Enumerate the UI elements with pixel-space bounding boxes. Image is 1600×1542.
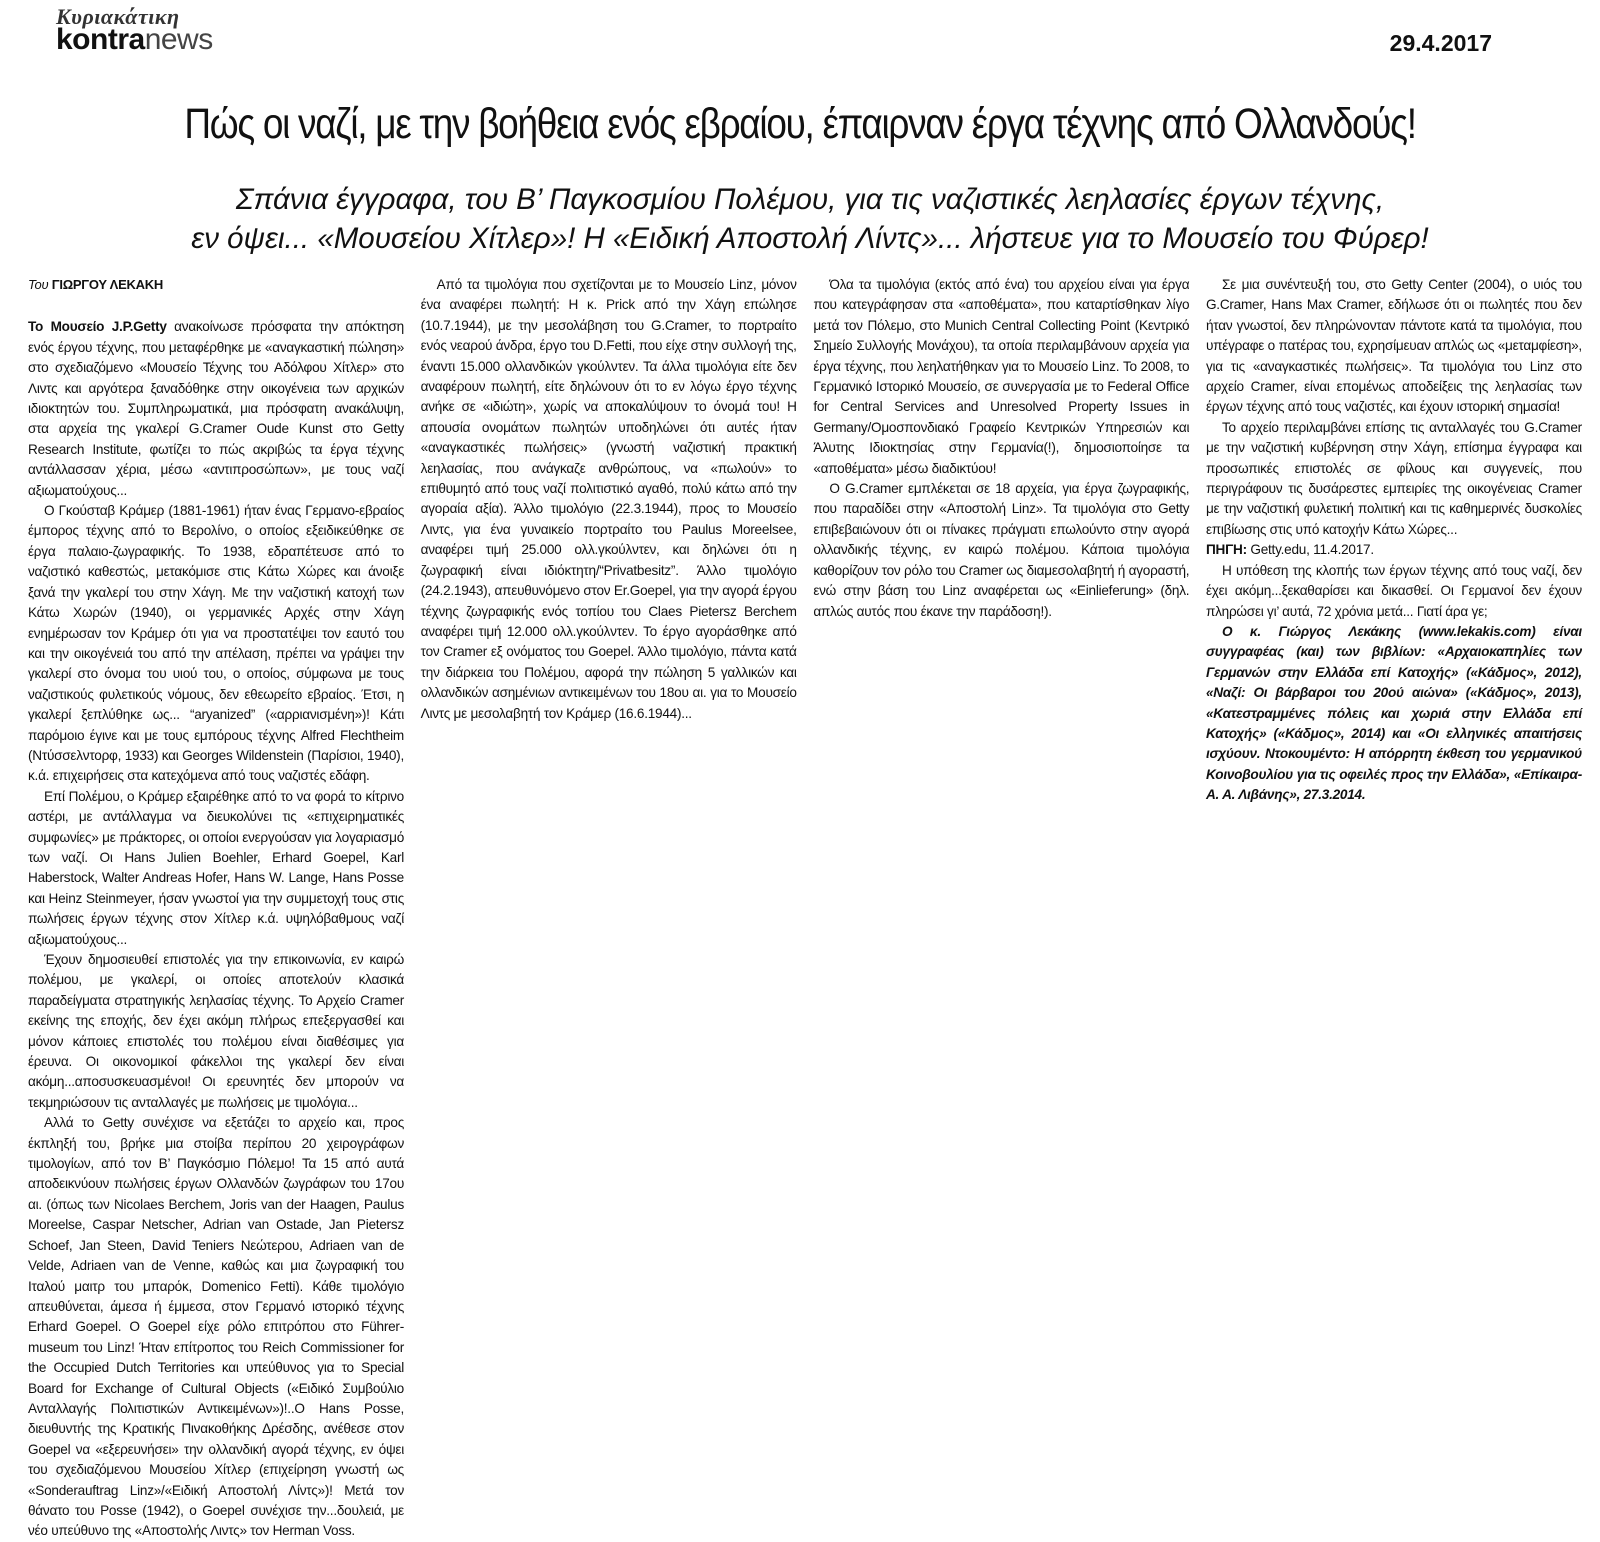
column-4 (1206, 275, 1582, 1200)
lead-in: Το Μουσείο J.P.Getty (28, 319, 167, 335)
article-body (28, 275, 1582, 1539)
paragraph: Ο Γκούσταβ Κράμερ (1881-1961) ήταν ένας Γερμανο-εβραίος έμπορος τέχνης από το Βερολίνο, ο οποίος εξειδικεύθηκε σε έργα παλαιο-ζωγραφικής. Το 1938, εδραπέτευσε από το ναζιστικό καθεστώς, μετακόμισε στις Κάτω Χώρες και άνοιξε ξανά την γκαλερί του στην Χάγη. Με την ναζιστική κατοχή των Κάτω Χωρών (1940), οι γερμανικές Αρχές στην Χάγη ενημέρωσαν τον Κράμερ ότι για να προστατέψει τον εαυτό του και την οικογένειά του από την απέλαση, πρέπει να γράψει την γκαλερί στο όνομα του υιού του, ο οποίος, σύμφωνα με τους ναζιστικούς φυλετικούς νόμους, δεν εθεωρείτο εβραίος. Έτσι, η γκαλερί ξεπλύθηκε ως... “aryanized” («αρριανισμένη»)! Κάτι παρόμοιο έγινε και με τους εμπόρους τέχνης Alfred Flechtheim (Ντύσσελντορφ, 1933) και Georges Wildenstein (Παρίσιοι, 1940), κ.ά. επιχειρήσεις στα κατεχόμενα από τους ναζιστές εδάφη. (28, 503, 404, 784)
paragraph (28, 317, 404, 501)
byline-prefix: Του (28, 277, 49, 292)
column-3 (813, 275, 1189, 1200)
masthead-brand (56, 25, 213, 55)
issue-date: 29.4.2017 (1389, 30, 1492, 56)
column-1 (28, 275, 404, 1539)
paragraph: Ο G.Cramer εμπλέκεται σε 18 αρχεία, για έργα ζωγραφικής, που παραδίδει στην «Αποστολή Linz». Τα τιμολόγια στο Getty επιβεβαιώνουν ότι οι πίνακες πράγματι επωλούντο στην αγορά ολλανδικής τέχνης, εν καιρώ πολέμου. Κάποια τιμολόγια καθορίζουν τον ρόλο του Cramer ως διαμεσολαβητή ή αγοραστή, ενώ στην βάση του Linz αναφέρεται ως «Einlieferung» (δηλ. απλώς αυτός που έκανε την παράδοση!). (813, 481, 1190, 619)
paragraph: Επί Πολέμου, ο Κράμερ εξαιρέθηκε από το να φορά το κίτρινο αστέρι, με αντάλλαγμα να διευκολύνει τις «επιχειρηματικές συμφωνίες» με πράκτορες, οι οποίοι ενεργούσαν για λογαριασμό των ναζί. Οι Hans Julien Boehler, Erhard Goepel, Karl Haberstock, Walter Andreas Hofer, Hans W. Lange, Hans Posse και Heinz Steinmeyer, ήσαν γνωστοί για την συμμετοχή τους στις πωλήσεις έργων τέχνης στον Χίτλερ κ.ά. υψηλόβαθμους ναζί αξιωματούχους... (28, 788, 404, 947)
byline (28, 275, 404, 295)
paragraph: Όλα τα τιμολόγια (εκτός από ένα) του αρχείου είναι για έργα που κατεγράφησαν στα «αποθέματα», που καταρτίσθηκαν λίγο μετά τον Πόλεμο, στο Munich Central Collecting Point (Κεντρικό Σημείο Συλλογής Μονάχου), τα οποία περιλαμβάνουν αρχεία για έργα τέχνης, που λεηλατήθηκαν για το Μουσείο Linz. Το 2008, το Γερμανικό Ιστορικό Μουσείο, σε συνεργασία με το Federal Office for Central Services and Unresolved Property Issues in Germany/Ομοσπονδιακό Γραφείο Κεντρικών Υπηρεσιών και Άλυτης Ιδιοκτησίας στην Γερμανία(!), δημοσιοποίησε τα «αποθέματα» μέσω διαδικτύου! (813, 277, 1190, 476)
source-label: ΠΗΓΗ: (1205, 542, 1247, 558)
column-2 (421, 275, 797, 1200)
paragraph: Από τα τιμολόγια που σχετίζονται με το Μουσείο Linz, μόνον ένα αναφέρει πωλητή: Η κ. Prick από την Χάγη επώλησε (10.7.1944), με την μεσολάβηση του G.Cramer, το πορτραίτο ενός νεαρού άνδρα, έργο του D.Fetti, που είχε στην συλλογή της, έναντι 15.000 ολλανδικών γκούλντεν. Τα άλλα τιμολόγια είτε δεν αναφέρουν πωλητή, είτε δηλώνουν ότι το εν λόγω έργο τέχνης ανήκε σε «ιδιώτη», χωρίς να αποκαλύψουν το όνομά του! Η απουσία ονομάτων πωλητών υποδηλώνει ότι αυτές ήταν «αναγκαστικές πωλήσεις» (γνωστή ναζιστική πρακτική λεηλασίας, που ανάγκαζε ανθρώπους, να «πωλούν» το επιθυμητό από τους ναζί πολιτιστικό αγαθό, πολύ κάτω από την αγοραία αξία). Άλλο τιμολόγιο (22.3.1944), προς το Μουσείο Λιντς, για ένα γυναικείο πορτραίτο του Paulus Moreelsee, αναφέρει τιμή 25.000 ολλ.γκούλντεν, και δηλώνει ότι η ζωγραφική είναι ιδιόκτητη/“Privatbesitz”. Άλλο τιμολόγιο (24.2.1943), απευθυνόμενο στον Er.Goepel, για την αγορά έργου τέχνης ζωγραφικής ενός τοπίου του Claes Pietersz Berchem αναφέρει τιμή 12.000 ολλ.γκούλντεν. Το έργο αγοράσθηκε από τον Cramer εξ ονόματος του Goepel. Άλλο τιμολόγιο, πάντα κατά την διάρκεια του Πολέμου, αφορά την πώληση 5 γαλλικών και ολλανδικών ασημένιων αντικειμένων του 18ου αι. για το Μουσείο Λιντς με μεσολαβητή τον Κράμερ (16.6.1944)... (420, 277, 797, 721)
subhead-line-2: εν όψει... «Μουσείου Χίτλερ»! Η «Ειδική Αποστολή Λίντς»... λήστευε για το Μουσείο του Φύρερ! (191, 222, 1429, 255)
article-headline: Πώς οι ναζί, με την βοήθεια ενός εβραίου, έπαιρναν έργα τέχνης από Ολλανδούς! (184, 100, 1416, 148)
brand-bold: kontra (56, 23, 145, 56)
masthead-line1: Κυριακάτικη (56, 4, 180, 29)
paragraph: Αλλά το Getty συνέχισε να εξετάζει το αρχείο και, προς έκπληξή του, βρήκε μια στοίβα περίπου 20 χειρογράφων τιμολογίων, από τον Β’ Παγκόσμιο Πόλεμο! Τα 15 από αυτά αποδεικνύουν πωλήσεις έργων Ολλανδών ζωγράφων του 17ου αι. (όπως των Nicolaes Berchem, Joris van der Haagen, Paulus Moreelse, Caspar Netscher, Adrian van Ostade, Jan Pietersz Schoef, Jan Steen, David Teniers Νεώτερου, Adriaen van de Velde, Adriaen van de Venne, καθώς και μια ζωγραφική του Ιταλού μαιτρ του μπαρόκ, Domenico Fetti). Κάθε τιμολόγιο απευθύνεται, άμεσα ή έμμεσα, στον Γερμανό ιστορικό τέχνης Erhard Goepel. Ο Goepel είχε ρόλο επιτρόπου στο Führer-museum του Linz! Ήταν επίτροπος του Reich Commissioner for the Occupied Dutch Territories και υπεύθυνος για το Special Board for Exchange of Cultural Objects («Ειδικό Συμβούλιο Ανταλλαγής Πολιτιστικών Αντικειμένων»)!..Ο Hans Posse, διευθυντής της Κρατικής Πινακοθήκης Δρέσδης, ανέθεσε στον Goepel να «εξερευνήσει» την ολλανδική αγορά τέχνης, εν όψει του σχεδιαζόμενου Μουσείου Χίτλερ (επιχείρηση γνωστή ως «Sonderauftrag Linz»/«Ειδική Αποστολή Λίντς»)! Μετά τον θάνατο του Posse (1942), ο Goepel συνέχισε την...δουλειά, με νέο υπεύθυνο της «Αποστολής Λιντς» τον Herman Voss. (28, 1115, 404, 1539)
author-bio: Ο κ. Γιώργος Λεκάκης (www.lekakis.com) είναι συγγραφέας (και) των βιβλίων: «Αρχαιοκαπηλίες των Γερμανών στην Ελλάδα επί Κατοχής» («Κάδμος», 2012), «Ναζί: Οι βάρβαροι του 20ού αιώνα» («Κάδμος», 2013), «Κατεστραμμένες πόλεις και χωριά στην Ελλάδα επί Κατοχής» («Κάδμος», 2014) και «Οι ελληνικές απαιτήσεις ισχύουν. Ντοκουμέντο: Η απόρρητη έκθεση του γερμανικού Κοινοβουλίου για τις οφειλές προς την Ελλάδα», «Επίκαιρα-Α. Α. Λιβάνης», 27.3.2014. (1205, 623, 1582, 803)
paragraph: Το αρχείο περιλαμβάνει επίσης τις ανταλλαγές του G.Cramer με την ναζιστική κυβέρνηση στην Χάγη, επίσημα έγγραφα και προσωπικές επιστολές σε φίλους και συγγενείς, που περιγράφουν τις δυσάρεστες εμπειρίες της οικογένειας Cramer με την ναζιστική φυλετική πολιτική και τις καθημερινές δυσκολίες επιβίωσης στις υπό κατοχήν Κάτω Χώρες... (1205, 419, 1582, 537)
subhead-line-1: Σπάνια έγγραφα, του Β’ Παγκοσμίου Πολέμου, για τις ναζιστικές λεηλασίες έργων τέχνης, (235, 183, 1385, 216)
brand-light: news (144, 23, 213, 56)
paragraph: Η υπόθεση της κλοπής των έργων τέχνης από τους ναζί, δεν έχει ακόμη...ξεκαθαρίσει και δικασθεί. Οι Γερμανοί δεν έχουν πληρώσει γι’ αυτά, 72 χρόνια μετά... Γιατί άρα γε; (1205, 562, 1582, 619)
article-subhead (60, 180, 1560, 258)
paragraph: Έχουν δημοσιευθεί επιστολές για την επικοινωνία, εν καιρώ πολέμου, με γκαλερί, οι οποίες αποτελούν κλασικά παραδείγματα στρατηγικής λεηλασίας τέχνης. Το Αρχείο Cramer εκείνης της εποχής, δεν έχει ακόμη πλήρως επεξεργασθεί και μόνον κάποιες επιστολές του πολέμου είναι διαθέσιμες για έρευνα. Οι οικονομικοί φάκελλοι της γκαλερί δεν είναι ακόμη...αποσυσκευασμένοι! Οι ερευνητές δεν μπορούν να τεκμηριώσουν τις ανταλλαγές με πωλήσεις με τιμολόγια... (28, 952, 404, 1110)
byline-author: ΓΙΩΡΓΟΥ ΛΕΚΑΚΗ (51, 277, 164, 292)
source-line (1206, 540, 1582, 560)
paragraph: Σε μια συνέντευξή του, στο Getty Center (2004), ο υιός του G.Cramer, Hans Max Cramer, εδήλωσε ότι οι πωλητές που δεν ήταν γνωστοί, δεν πληρώνονταν πάντοτε κατά τα τιμολόγια, που υπέγραφε ο πατέρας του, εχρησίμευαν απλώς ως «μεταμφίεση», για τις «αναγκαστικές πωλήσεις». Τα τιμολόγια του Linz στο αρχείο Cramer, είναι επομένως αποδείξεις της λεηλασίας των έργων τέχνης από τους ναζιστές, και έχουν ιστορική σημασία! (1205, 277, 1582, 415)
paragraph-text: ανακοίνωσε πρόσφατα την απόκτηση ενός έργου τέχνης, που μεταφέρθηκε με «αναγκαστική πώληση» στο σχεδιαζόμενο «Μουσείο Τέχνης του Αδόλφου Χίτλερ» στο Λιντς και αργότερα ξαναδόθηκε στην οικογένεια των αρχικών ιδιοκτητών του. Συμπληρωματικά, μια πρόσφατη ανακάλυψη, στα αρχεία της γκαλερί G.Cramer Oude Kunst στο Getty Research Institute, φωτίζει το πώς ακριβώς τα έργα τέχνης αντάλλασσαν χέρια, μέσω «αντιπροσώπων», με τους ναζί αξιωματούχους... (28, 319, 404, 498)
masthead-logo (56, 6, 213, 55)
source-text: Getty.edu, 11.4.2017. (1246, 542, 1374, 558)
